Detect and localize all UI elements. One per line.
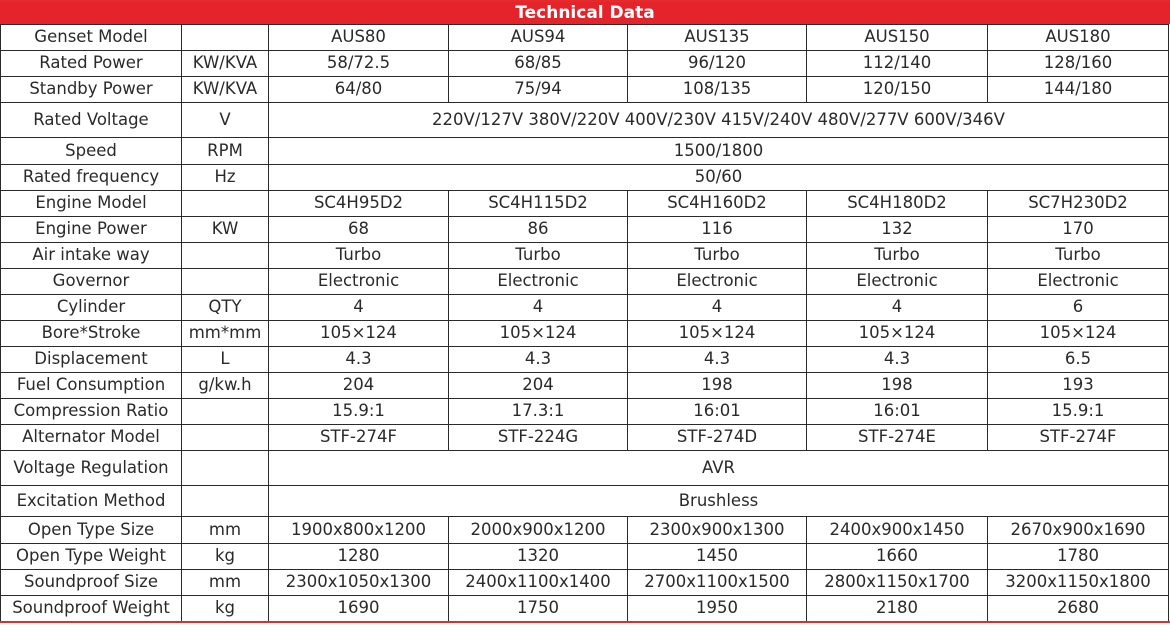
table-row	[1, 51, 1169, 77]
row-unit	[182, 486, 269, 517]
cell-value: 64/80	[269, 77, 449, 103]
cell-value: 1690	[269, 596, 449, 622]
cell-value: 204	[449, 373, 628, 399]
table-row	[1, 77, 1169, 103]
table-row	[1, 295, 1169, 321]
row-unit: KW	[182, 217, 269, 243]
row-label: Excitation Method	[1, 486, 182, 517]
row-unit: KW/KVA	[182, 77, 269, 103]
cell-value: 1450	[628, 544, 807, 570]
table-row	[1, 373, 1169, 399]
cell-value: 4	[807, 295, 988, 321]
cell-value: AUS94	[449, 25, 628, 51]
row-label: Rated Voltage	[1, 103, 182, 138]
cell-value: 2680	[988, 596, 1169, 622]
cell-value: Electronic	[628, 269, 807, 295]
cell-value: 2300x900x1300	[628, 517, 807, 544]
row-unit: mm*mm	[182, 321, 269, 347]
cell-value: AUS80	[269, 25, 449, 51]
cell-value: 108/135	[628, 77, 807, 103]
cell-value: 68	[269, 217, 449, 243]
cell-value: AUS135	[628, 25, 807, 51]
cell-value: 17.3:1	[449, 399, 628, 425]
cell-value: 2700x1100x1500	[628, 570, 807, 596]
cell-value: 6.5	[988, 347, 1169, 373]
cell-value: 105×124	[807, 321, 988, 347]
table-row	[1, 451, 1169, 486]
cell-value: 105×124	[628, 321, 807, 347]
cell-value: 105×124	[269, 321, 449, 347]
cell-value: AUS180	[988, 25, 1169, 51]
cell-value: 16:01	[807, 399, 988, 425]
row-label: Bore*Stroke	[1, 321, 182, 347]
cell-value: 6	[988, 295, 1169, 321]
cell-value: SC4H115D2	[449, 191, 628, 217]
row-unit: KW/KVA	[182, 51, 269, 77]
row-label: Fuel Consumption	[1, 373, 182, 399]
cell-value: 128/160	[988, 51, 1169, 77]
row-label: Cylinder	[1, 295, 182, 321]
cell-value: 96/120	[628, 51, 807, 77]
row-unit	[182, 269, 269, 295]
cell-value: 1900x800x1200	[269, 517, 449, 544]
cell-value: 2670x900x1690	[988, 517, 1169, 544]
table-row	[1, 103, 1169, 138]
cell-value: STF-274D	[628, 425, 807, 451]
row-label: Alternator Model	[1, 425, 182, 451]
cell-value: 16:01	[628, 399, 807, 425]
row-unit: mm	[182, 517, 269, 544]
row-label: Displacement	[1, 347, 182, 373]
row-unit	[182, 425, 269, 451]
cell-value: SC7H230D2	[988, 191, 1169, 217]
cell-value: 68/85	[449, 51, 628, 77]
cell-value: 193	[988, 373, 1169, 399]
cell-value: 1750	[449, 596, 628, 622]
cell-value: SC4H180D2	[807, 191, 988, 217]
cell-value: 4	[449, 295, 628, 321]
row-unit: L	[182, 347, 269, 373]
row-label: Engine Power	[1, 217, 182, 243]
cell-value: 132	[807, 217, 988, 243]
technical-data-table	[0, 24, 1169, 622]
row-unit: V	[182, 103, 269, 138]
cell-value: 4.3	[628, 347, 807, 373]
table-row	[1, 544, 1169, 570]
table-row	[1, 596, 1169, 622]
table-row	[1, 517, 1169, 544]
row-unit: kg	[182, 596, 269, 622]
cell-value: 1950	[628, 596, 807, 622]
cell-value: 2000x900x1200	[449, 517, 628, 544]
cell-value: 3200x1150x1800	[988, 570, 1169, 596]
cell-value: 4.3	[449, 347, 628, 373]
table-row	[1, 486, 1169, 517]
cell-value: SC4H160D2	[628, 191, 807, 217]
cell-value: 116	[628, 217, 807, 243]
table-row	[1, 399, 1169, 425]
cell-value: 58/72.5	[269, 51, 449, 77]
cell-value: 1780	[988, 544, 1169, 570]
cell-value: 1320	[449, 544, 628, 570]
cell-value: 4.3	[269, 347, 449, 373]
cell-value: 4.3	[807, 347, 988, 373]
cell-value: Electronic	[807, 269, 988, 295]
cell-value: 204	[269, 373, 449, 399]
cell-value: 170	[988, 217, 1169, 243]
cell-value: 2300x1050x1300	[269, 570, 449, 596]
bottom-accent-line	[0, 621, 1170, 623]
cell-value: STF-274F	[988, 425, 1169, 451]
row-unit: g/kw.h	[182, 373, 269, 399]
row-unit: RPM	[182, 138, 269, 165]
cell-value: Turbo	[449, 243, 628, 269]
cell-value: 198	[628, 373, 807, 399]
cell-value: SC4H95D2	[269, 191, 449, 217]
cell-value: 15.9:1	[269, 399, 449, 425]
cell-value: 2180	[807, 596, 988, 622]
table-row	[1, 570, 1169, 596]
row-unit: mm	[182, 570, 269, 596]
table-body	[1, 25, 1169, 622]
row-span-value: 220V/127V 380V/220V 400V/230V 415V/240V 480V/277V 600V/346V	[269, 103, 1169, 138]
table-title: Technical Data	[0, 2, 1170, 24]
row-label: Soundproof Weight	[1, 596, 182, 622]
cell-value: 2400x1100x1400	[449, 570, 628, 596]
cell-value: Electronic	[988, 269, 1169, 295]
row-unit: Hz	[182, 165, 269, 191]
cell-value: STF-274E	[807, 425, 988, 451]
cell-value: Turbo	[988, 243, 1169, 269]
row-label: Voltage Regulation	[1, 451, 182, 486]
row-label: Air intake way	[1, 243, 182, 269]
cell-value: STF-224G	[449, 425, 628, 451]
cell-value: 15.9:1	[988, 399, 1169, 425]
cell-value: 1280	[269, 544, 449, 570]
row-span-value: 50/60	[269, 165, 1169, 191]
cell-value: 112/140	[807, 51, 988, 77]
row-label: Engine Model	[1, 191, 182, 217]
row-label: Compression Ratio	[1, 399, 182, 425]
cell-value: 2400x900x1450	[807, 517, 988, 544]
cell-value: 4	[628, 295, 807, 321]
cell-value: STF-274F	[269, 425, 449, 451]
row-unit	[182, 243, 269, 269]
row-unit: kg	[182, 544, 269, 570]
table-row	[1, 217, 1169, 243]
table-row	[1, 191, 1169, 217]
cell-value: 120/150	[807, 77, 988, 103]
row-span-value: AVR	[269, 451, 1169, 486]
cell-value: 1660	[807, 544, 988, 570]
table-row	[1, 321, 1169, 347]
row-unit	[182, 451, 269, 486]
cell-value: 2800x1150x1700	[807, 570, 988, 596]
table-row	[1, 269, 1169, 295]
table-row	[1, 165, 1169, 191]
cell-value: Turbo	[628, 243, 807, 269]
row-span-value: 1500/1800	[269, 138, 1169, 165]
cell-value: 86	[449, 217, 628, 243]
row-span-value: Brushless	[269, 486, 1169, 517]
row-label: Open Type Size	[1, 517, 182, 544]
row-unit	[182, 191, 269, 217]
row-label: Open Type Weight	[1, 544, 182, 570]
table-row	[1, 425, 1169, 451]
cell-value: 105×124	[988, 321, 1169, 347]
cell-value: 75/94	[449, 77, 628, 103]
cell-value: 144/180	[988, 77, 1169, 103]
row-unit	[182, 25, 269, 51]
cell-value: Electronic	[269, 269, 449, 295]
row-label: Rated Power	[1, 51, 182, 77]
cell-value: Electronic	[449, 269, 628, 295]
row-label: Speed	[1, 138, 182, 165]
row-label: Soundproof Size	[1, 570, 182, 596]
row-label: Rated frequency	[1, 165, 182, 191]
cell-value: Turbo	[807, 243, 988, 269]
cell-value: 105×124	[449, 321, 628, 347]
row-label: Standby Power	[1, 77, 182, 103]
row-unit: QTY	[182, 295, 269, 321]
cell-value: 4	[269, 295, 449, 321]
row-label: Genset Model	[1, 25, 182, 51]
cell-value: Turbo	[269, 243, 449, 269]
table-row	[1, 25, 1169, 51]
cell-value: 198	[807, 373, 988, 399]
table-row	[1, 347, 1169, 373]
cell-value: AUS150	[807, 25, 988, 51]
table-row	[1, 138, 1169, 165]
table-row	[1, 243, 1169, 269]
row-label: Governor	[1, 269, 182, 295]
row-unit	[182, 399, 269, 425]
